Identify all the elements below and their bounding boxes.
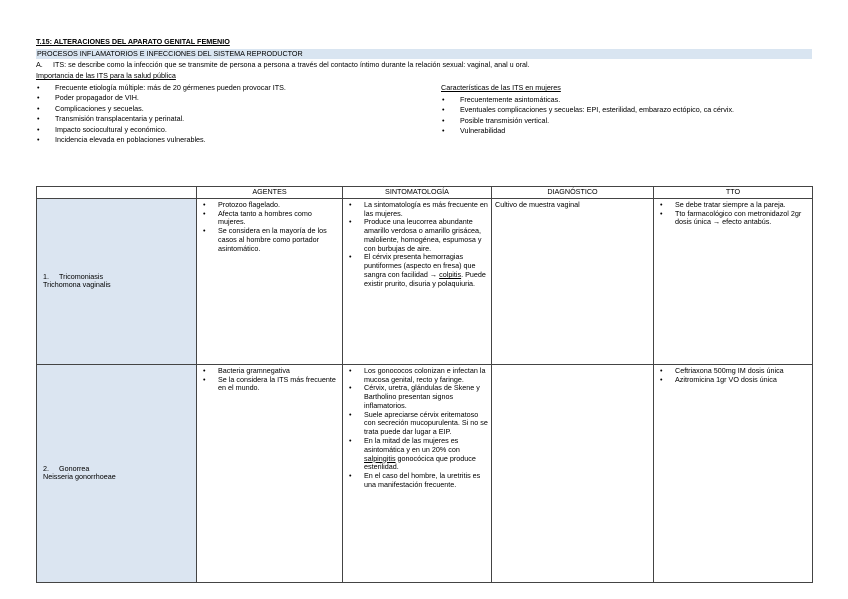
list-item: • Poder propagador de VIH. xyxy=(36,94,286,104)
table-row xyxy=(37,198,813,364)
diagnostico-cell xyxy=(492,198,654,364)
list-item: • La sintomatología es más frecuente en las mujeres. xyxy=(346,201,488,219)
table-header-row xyxy=(37,187,813,199)
table-row xyxy=(37,364,813,582)
list-item: • Se considera en la mayoría de los casos al hombre como portador asintomático. xyxy=(200,227,339,253)
characteristics-heading: Características de las ITS en mujeres xyxy=(441,83,561,92)
list-item: • Se debe tratar siempre a la pareja. xyxy=(657,201,809,210)
diagnostico-cell xyxy=(492,364,654,582)
its-definition xyxy=(36,61,530,70)
list-item: • Incidencia elevada en poblaciones vulnerables. xyxy=(36,136,286,146)
row-number: 1. xyxy=(43,271,49,281)
list-item xyxy=(346,253,488,288)
agentes-cell xyxy=(197,364,343,582)
list-item: • Suele apreciarse cérvix eritematoso con secreción mucopurulenta. Si no se trata puede dar lugar a EIP. xyxy=(346,411,488,437)
list-item: • En el caso del hombre, la uretritis es una manifestación frecuente. xyxy=(346,472,488,490)
list-item: • Azitromicina 1gr VO dosis única xyxy=(657,376,809,385)
disease-name: Tricomoniasis xyxy=(59,271,104,281)
list-item: • Impacto sociocultural y económico. xyxy=(36,126,286,136)
list-item: • Eventuales complicaciones y secuelas: EPI, esterilidad, embarazo ectópico, ca cérvix. xyxy=(441,106,734,116)
list-item: • Afecta tanto a hombres como mujeres. xyxy=(200,210,339,228)
row-label-cell xyxy=(37,198,197,364)
importance-list xyxy=(36,84,286,146)
importance-heading: Importancia de las ITS para la salud pública xyxy=(36,71,176,80)
sintomatologia-cell xyxy=(343,198,492,364)
list-item xyxy=(346,437,488,472)
tto-cell xyxy=(654,198,813,364)
symptom-text: El cérvix presenta hemorragias puntiformes (aspecto en fresa) que sangra con facilidad → xyxy=(364,252,476,280)
list-item: • Transmisión transplacentaria y perinatal. xyxy=(36,115,286,125)
list-item: • Frecuentemente asintomáticas. xyxy=(441,96,734,106)
header-diagnostico: DIAGNÓSTICO xyxy=(492,187,654,199)
definition-label: A. xyxy=(36,60,43,69)
definition-text: ITS: se describe como la infección que se transmite de persona a persona a través del contacto íntimo durante la relación sexual: vaginal, anal u oral. xyxy=(53,60,530,69)
tto-cell xyxy=(654,364,813,582)
list-item: • Posible transmisión vertical. xyxy=(441,117,734,127)
symptom-term: colpitis xyxy=(439,270,462,280)
symptom-text: gonocócica que produce esterilidad. xyxy=(364,453,476,472)
header-tto: TTO xyxy=(654,187,813,199)
list-item: • Tto farmacológico con metronidazol 2gr dosis única → efecto antabús. xyxy=(657,210,809,228)
symptom-text: . Puede existir prurito, disuria y polaquiuria. xyxy=(364,270,486,288)
section-subtitle: PROCESOS INFLAMATORIOS E INFECCIONES DEL SISTEMA REPRODUCTOR xyxy=(37,49,303,58)
list-item: • Vulnerabilidad xyxy=(441,127,734,137)
characteristics-list xyxy=(441,96,734,138)
agentes-cell xyxy=(197,198,343,364)
diagnostico-text: Cultivo de muestra vaginal xyxy=(495,199,580,209)
list-item: • Los gonococos colonizan e infectan la mucosa genital, recto y faringe. xyxy=(346,367,488,385)
symptom-text: En la mitad de las mujeres es asintomática y en un 20% con xyxy=(364,436,460,454)
list-item: • Bacteria gramnegativa xyxy=(200,367,339,376)
list-item: • Produce una leucorrea abundante amarillo verdosa o amarillo grisácea, maloliente, homogénea, espumosa y con burbujas de aire. xyxy=(346,218,488,253)
header-sintomatologia: SINTOMATOLOGÍA xyxy=(343,187,492,199)
sintomatologia-cell xyxy=(343,364,492,582)
row-number: 2. xyxy=(43,463,49,473)
page-title: T.15: ALTERACIONES DEL APARATO GENITAL FEMENIO xyxy=(36,37,230,46)
list-item: • Cérvix, uretra, glándulas de Skene y Bartholino presentan signos inflamatorios. xyxy=(346,384,488,410)
list-item: • Frecuente etiología múltiple: más de 20 gérmenes pueden provocar ITS. xyxy=(36,84,286,94)
organism-name: Trichomona vaginalis xyxy=(43,280,111,290)
row-label-cell xyxy=(37,364,197,582)
disease-name: Gonorrea xyxy=(59,463,90,473)
header-empty xyxy=(37,187,197,199)
list-item: • Complicaciones y secuelas. xyxy=(36,105,286,115)
list-item: • Se la considera la ITS más frecuente en el mundo. xyxy=(200,376,339,394)
organism-name: Neisseria gonorrhoeae xyxy=(43,472,116,482)
list-item: • Protozoo flagelado. xyxy=(200,201,339,210)
its-table xyxy=(36,186,813,583)
header-agentes: AGENTES xyxy=(197,187,343,199)
symptom-term: salpingitis xyxy=(364,453,396,463)
list-item: • Ceftriaxona 500mg IM dosis única xyxy=(657,367,809,376)
